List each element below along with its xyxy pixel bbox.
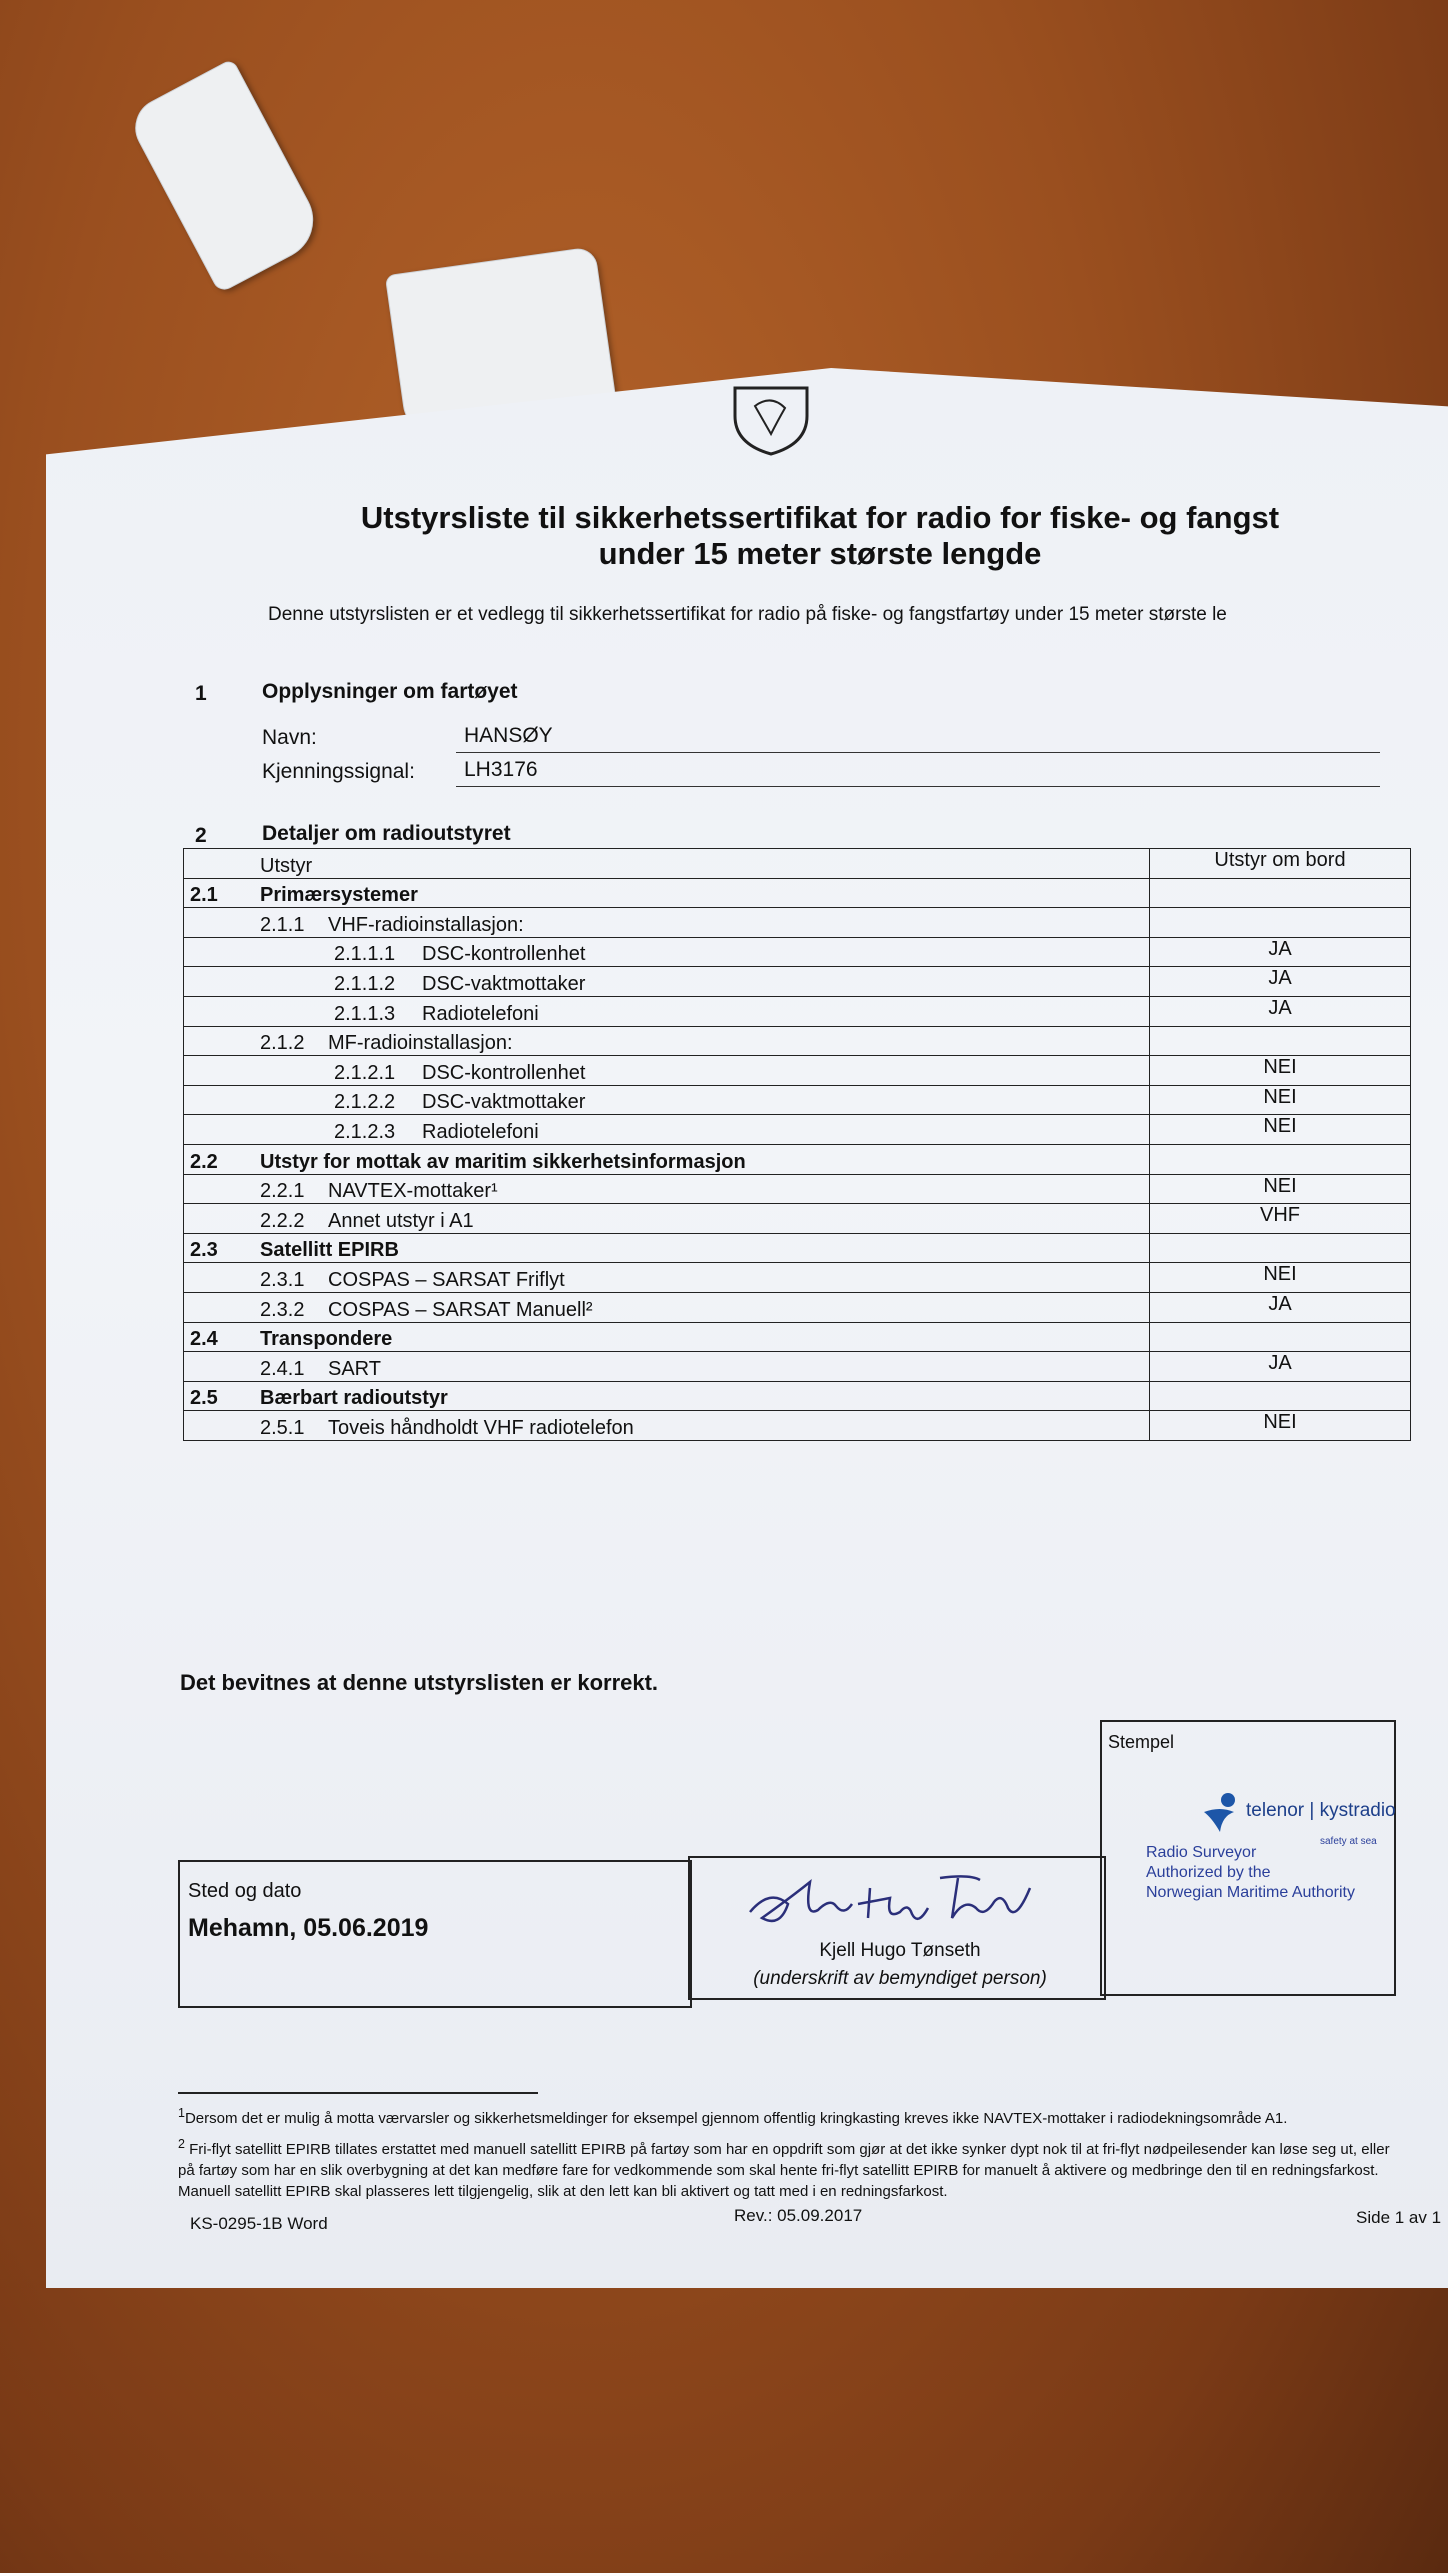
table-row [184, 1292, 1411, 1322]
table-row [184, 1174, 1411, 1204]
equipment-cell: 2.3 Satellitt EPIRB [184, 1233, 1150, 1263]
table-row [184, 1381, 1411, 1411]
stamp-label: Stempel [1108, 1732, 1175, 1752]
table-row [184, 1056, 1411, 1086]
equipment-cell: 2.4 Transpondere [184, 1322, 1150, 1352]
table-row [184, 1144, 1411, 1174]
footnote-separator [178, 2092, 538, 2094]
torn-paper-scrap [125, 58, 328, 294]
table-row [184, 1411, 1411, 1441]
table-row [184, 908, 1411, 938]
onboard-answer-cell: JA [1150, 937, 1411, 967]
onboard-answer-cell: JA [1150, 967, 1411, 997]
onboard-answer-cell [1150, 1381, 1411, 1411]
revision-date: Rev.: 05.09.2017 [734, 2206, 863, 2225]
section-title: Opplysninger om fartøyet [262, 680, 518, 703]
equipment-cell: 2.2.1 NAVTEX-mottaker¹ [184, 1174, 1150, 1204]
stamp-tagline: safety at sea [1320, 1836, 1377, 1847]
onboard-answer-cell: JA [1150, 996, 1411, 1026]
section-number: 2 [195, 824, 207, 847]
onboard-answer-cell [1150, 908, 1411, 938]
table-row [184, 1204, 1411, 1234]
equipment-cell: 2.1.1.2 DSC-vaktmottaker [184, 967, 1150, 997]
stamp-line: Authorized by the [1146, 1864, 1271, 1881]
onboard-answer-cell: JA [1150, 1292, 1411, 1322]
table-row [184, 878, 1411, 908]
onboard-answer-cell [1150, 1322, 1411, 1352]
equipment-cell: 2.1.2.2 DSC-vaktmottaker [184, 1085, 1150, 1115]
table-header-row [184, 849, 1411, 879]
equipment-cell: 2.2 Utstyr for mottak av maritim sikkerhetsinformasjon [184, 1144, 1150, 1174]
column-header-equipment: Utstyr [184, 849, 1150, 879]
equipment-cell: 2.1.1.1 DSC-kontrollenhet [184, 937, 1150, 967]
equipment-cell: 2.1.2.3 Radiotelefoni [184, 1115, 1150, 1145]
equipment-cell: 2.5 Bærbart radioutstyr [184, 1381, 1150, 1411]
name-label: Navn: [262, 726, 317, 749]
equipment-cell: 2.3.2 COSPAS – SARSAT Manuell² [184, 1292, 1150, 1322]
vessel-name-value: HANSØY [464, 724, 553, 747]
equipment-cell: 2.1.2.1 DSC-kontrollenhet [184, 1056, 1150, 1086]
page-number: Side 1 av 1 [1356, 2208, 1442, 2227]
column-header-onboard: Utstyr om bord [1150, 849, 1411, 879]
underline [456, 752, 1380, 753]
table-row [184, 967, 1411, 997]
table-row [184, 1233, 1411, 1263]
handwritten-signature [740, 1868, 1040, 1938]
document-title: Utstyrsliste til sikkerhetssertifikat for radio for fiske- og fangst [360, 500, 1280, 535]
intro-text: Denne utstyrslisten er et vedlegg til sikkerhetssertifikat for radio på fiske- og fangstfartøy under 15 meter største le [268, 604, 1227, 625]
onboard-answer-cell [1150, 1026, 1411, 1056]
equipment-cell: 2.3.1 COSPAS – SARSAT Friflyt [184, 1263, 1150, 1293]
equipment-cell: 2.1.1 VHF-radioinstallasjon: [184, 908, 1150, 938]
call-sign-value: LH3176 [464, 758, 538, 781]
stamp-line: Radio Surveyor [1146, 1844, 1257, 1861]
equipment-table [183, 848, 1411, 1441]
equipment-cell: 2.5.1 Toveis håndholdt VHF radiotelefon [184, 1411, 1150, 1441]
place-date-value: Mehamn, 05.06.2019 [188, 1914, 429, 1942]
place-date-label: Sted og dato [188, 1880, 302, 1902]
telenor-logo-icon [1200, 1790, 1244, 1834]
equipment-cell: 2.4.1 SART [184, 1352, 1150, 1382]
table-row [184, 937, 1411, 967]
equipment-cell: 2.1 Primærsystemer [184, 878, 1150, 908]
onboard-answer-cell: VHF [1150, 1204, 1411, 1234]
section-title: Detaljer om radioutstyret [262, 822, 511, 845]
table-row [184, 1115, 1411, 1145]
onboard-answer-cell: NEI [1150, 1115, 1411, 1145]
onboard-answer-cell: NEI [1150, 1411, 1411, 1441]
onboard-answer-cell: NEI [1150, 1085, 1411, 1115]
equipment-cell: 2.2.2 Annet utstyr i A1 [184, 1204, 1150, 1234]
onboard-answer-cell: NEI [1150, 1056, 1411, 1086]
onboard-answer-cell: JA [1150, 1352, 1411, 1382]
call-sign-label: Kjenningssignal: [262, 760, 415, 783]
equipment-cell: 2.1.2 MF-radioinstallasjon: [184, 1026, 1150, 1056]
document-subtitle: under 15 meter største lengde [598, 536, 1042, 571]
signer-name: Kjell Hugo Tønseth [819, 1940, 981, 1961]
table-row [184, 1352, 1411, 1382]
table-row [184, 1085, 1411, 1115]
coat-of-arms-icon [725, 386, 817, 456]
onboard-answer-cell [1150, 1233, 1411, 1263]
onboard-answer-cell [1150, 1144, 1411, 1174]
form-code: KS-0295-1B Word [190, 2214, 328, 2233]
table-row [184, 1322, 1411, 1352]
section-number: 1 [195, 682, 207, 705]
underline [456, 786, 1380, 787]
onboard-answer-cell: NEI [1150, 1174, 1411, 1204]
confirmation-statement: Det bevitnes at denne utstyrslisten er korrekt. [180, 1670, 659, 1695]
table-row [184, 996, 1411, 1026]
table-row [184, 1026, 1411, 1056]
signer-caption: (underskrift av bemyndiget person) [753, 1968, 1047, 1989]
stamp-line: Norwegian Maritime Authority [1146, 1884, 1355, 1901]
onboard-answer-cell [1150, 878, 1411, 908]
equipment-cell: 2.1.1.3 Radiotelefoni [184, 996, 1150, 1026]
footnote-1: $^1$Dersom det er mulig å motta værvarsler og sikkerhetsmeldinger for eksempel gjennom offentlig kringkasting kreves ikke NAVTEX-mottaker i radiodekningsområde A1. [178, 2106, 1288, 2127]
stamp-brand: telenor | kystradio [1246, 1800, 1396, 1821]
footnote-2: $^2$ Fri-flyt satellitt EPIRB tillates erstattet med manuell satellitt EPIRB på fartøy som har en oppdrift som gjør at det ikke synker dypt nok til at fri-flyt nødpeilesender kan løse seg ut, eller på fartøy som har en slik overbygning at det kan medføre fare for vedkommende som skal hente fri-flyt satellitt EPIRB for manuelt å aktivere og medbringe den til en redningsfarkost. Manuell satellitt EPIRB skal plasseres lett tilgjengelig, slik at den lett kan bli aktivert og tatt med i en redningsfarkost. [178, 2137, 1390, 2200]
onboard-answer-cell: NEI [1150, 1263, 1411, 1293]
table-row [184, 1263, 1411, 1293]
